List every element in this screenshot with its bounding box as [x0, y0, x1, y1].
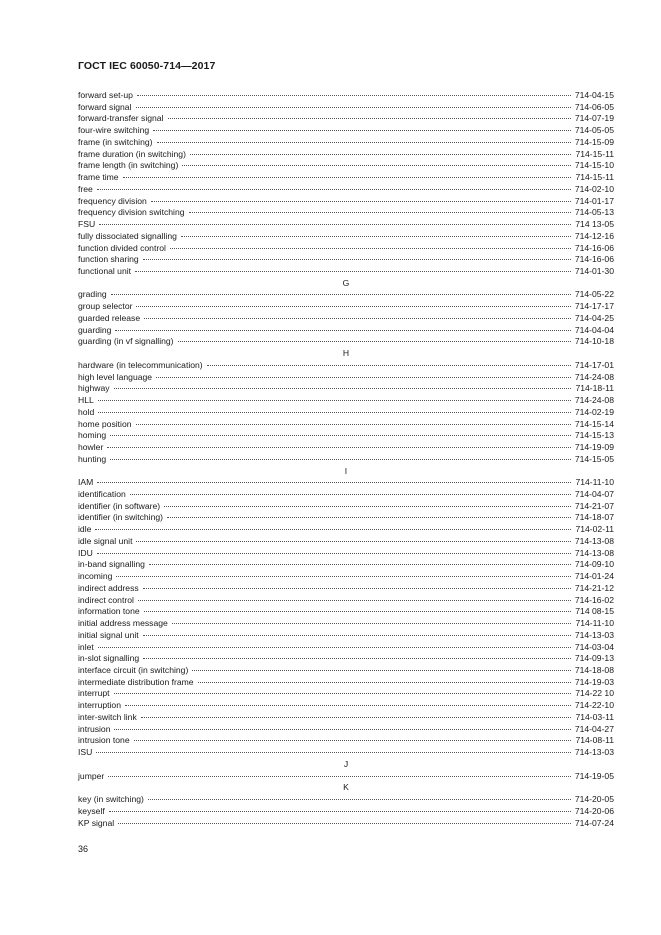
index-entry [78, 735, 614, 747]
entry-term: intrusion tone [78, 735, 130, 746]
index-entry [78, 618, 614, 630]
index-entry [78, 724, 614, 736]
dot-leader [109, 811, 571, 812]
entry-code: 714-05-13 [574, 207, 614, 218]
dot-leader [181, 236, 571, 237]
entry-term: indirect control [78, 594, 134, 605]
entry-term: frequency division [78, 195, 147, 206]
index-entry [78, 571, 614, 583]
dot-leader [151, 201, 571, 202]
entry-code: 714-13-03 [574, 747, 614, 758]
entry-term: identifier (in software) [78, 500, 161, 511]
entry-code: 714-15-10 [574, 160, 614, 171]
index-entry [78, 583, 614, 595]
entry-code: 714-09-13 [574, 653, 614, 664]
index-entry [78, 90, 614, 102]
dot-leader [99, 224, 571, 225]
entry-code: 714-21-12 [574, 582, 614, 593]
dot-leader [143, 259, 571, 260]
index-entry [78, 113, 614, 125]
entry-term: IDU [78, 547, 93, 558]
entry-term: frequency division switching [78, 207, 185, 218]
entry-code: 714-03-11 [575, 711, 614, 722]
entry-term: inlet [78, 641, 94, 652]
entry-code: 714-01-24 [574, 571, 614, 582]
entry-term: functional unit [78, 266, 132, 277]
dot-leader [190, 154, 572, 155]
index-entry [78, 700, 614, 712]
entry-code: 714-02-10 [574, 183, 614, 194]
index-entry [78, 442, 614, 454]
entry-code: 714-15-13 [574, 430, 614, 441]
entry-code: 714-19-05 [574, 770, 614, 781]
entry-code: 714-07-24 [574, 817, 614, 828]
entry-term: idle signal unit [78, 535, 133, 546]
index-entry [78, 794, 614, 806]
index-entry [78, 501, 614, 513]
dot-leader [149, 564, 571, 565]
index-entry [78, 806, 614, 818]
index-entry [78, 536, 614, 548]
index-entry [78, 419, 614, 431]
entry-term: intermediate distribution frame [78, 676, 194, 687]
entry-code: 714-15-05 [574, 453, 614, 464]
entry-code: 714-15-14 [574, 418, 614, 429]
index-entry [78, 548, 614, 560]
entry-code: 714-13-08 [574, 547, 614, 558]
entry-term: key (in switching) [78, 794, 144, 805]
dot-leader [192, 670, 570, 671]
dot-leader [107, 447, 570, 448]
page-header: ГОСТ IEC 60050-714—2017 [78, 60, 216, 72]
section-letter: J [343, 758, 349, 769]
dot-leader [156, 377, 571, 378]
index-entry [78, 207, 614, 219]
index-entry [78, 254, 614, 266]
entry-term: incoming [78, 571, 113, 582]
entry-code: 714-05-05 [574, 125, 614, 136]
entry-term: forward-transfer signal [78, 113, 164, 124]
dot-leader [136, 306, 570, 307]
index-entry [78, 606, 614, 618]
entry-term: home position [78, 418, 132, 429]
entry-term: guarded release [78, 312, 141, 323]
entry-code: 714-16-06 [574, 242, 614, 253]
entry-term: howler [78, 442, 104, 453]
entry-code: 714-01-17 [574, 195, 614, 206]
entry-code: 714-13-03 [574, 629, 614, 640]
dot-leader [114, 693, 572, 694]
index-entry [78, 360, 614, 372]
section-letter: G [342, 277, 350, 288]
index-entry [78, 771, 614, 783]
page-number: 36 [78, 844, 89, 854]
entry-term: group selector [78, 301, 133, 312]
entry-code: 714-16-02 [574, 594, 614, 605]
entry-term: interruption [78, 700, 121, 711]
dot-leader [110, 459, 571, 460]
entry-code: 714-13-08 [574, 535, 614, 546]
index-entry [78, 313, 614, 325]
entry-code: 714-04-04 [574, 324, 614, 335]
dot-leader [114, 388, 572, 389]
dot-leader [168, 118, 571, 119]
dot-leader [130, 494, 571, 495]
dot-leader [143, 658, 571, 659]
entry-term: frame length (in switching) [78, 160, 179, 171]
dot-leader [144, 318, 571, 319]
entry-term: fully dissociated signalling [78, 230, 177, 241]
dot-leader [138, 600, 571, 601]
index-entry [78, 219, 614, 231]
index-entry [78, 325, 614, 337]
entry-term: KP signal [78, 817, 115, 828]
entry-term: in-slot signalling [78, 653, 140, 664]
dot-leader [164, 506, 571, 507]
entry-code: 714-03-04 [574, 641, 614, 652]
entry-code: 714-04-25 [574, 312, 614, 323]
section-letter: K [343, 782, 349, 793]
entry-term: homing [78, 430, 107, 441]
index-entry [78, 818, 614, 830]
index-entry [78, 430, 614, 442]
index-entry [78, 454, 614, 466]
entry-code: 714-04-15 [574, 90, 614, 100]
entry-term: ISU [78, 747, 93, 758]
entry-term: highway [78, 383, 110, 394]
index-entry [78, 231, 614, 243]
index-entry [78, 688, 614, 700]
entry-code: 714-15-11 [575, 172, 614, 183]
index-entry [78, 372, 614, 384]
index-entry [78, 712, 614, 724]
dot-leader [96, 752, 570, 753]
section-letter: H [342, 348, 350, 359]
dot-leader [98, 400, 571, 401]
entry-term: forward signal [78, 101, 132, 112]
entry-code: 714-08-11 [575, 735, 614, 746]
index-entry [78, 149, 614, 161]
dot-leader [115, 330, 570, 331]
dot-leader [123, 177, 572, 178]
dot-leader [116, 576, 570, 577]
section-letter: I [344, 465, 348, 476]
entry-code: 714-09-10 [574, 559, 614, 570]
entry-term: interrupt [78, 688, 110, 699]
index-entry [78, 336, 614, 348]
dot-leader [143, 635, 571, 636]
dot-leader [136, 107, 571, 108]
dot-leader [108, 776, 571, 777]
dot-leader [111, 294, 571, 295]
index-entry [78, 395, 614, 407]
entry-term: hold [78, 406, 95, 417]
index-entry [78, 266, 614, 278]
dot-leader [157, 142, 571, 143]
entry-code: 714-17-17 [574, 301, 614, 312]
index-entry [78, 172, 614, 184]
entry-code: 714-18-11 [575, 383, 614, 394]
entry-term: IAM [78, 477, 94, 488]
index-entry [78, 184, 614, 196]
entry-code: 714-12-16 [574, 230, 614, 241]
dot-leader [95, 529, 571, 530]
entry-code: 714-19-03 [574, 676, 614, 687]
entry-code: 714-04-07 [574, 488, 614, 499]
entry-code: 714-20-05 [574, 794, 614, 805]
dot-leader [118, 823, 571, 824]
dot-leader [153, 130, 571, 131]
dot-leader [97, 553, 571, 554]
entry-term: high level language [78, 371, 153, 382]
entry-term: idle [78, 524, 92, 535]
dot-leader [172, 623, 572, 624]
index-entry [78, 559, 614, 571]
dot-leader [136, 541, 570, 542]
entry-term: free [78, 183, 93, 194]
entry-term: initial signal unit [78, 629, 139, 640]
dot-leader [144, 611, 572, 612]
entry-code: 714-15-11 [575, 148, 614, 159]
index-entry [78, 677, 614, 689]
entry-term: in-band signalling [78, 559, 145, 570]
index-entry [78, 125, 614, 137]
index-entry [78, 630, 614, 642]
entry-code: 714-10-18 [574, 336, 614, 347]
entry-code: 714-02-19 [574, 406, 614, 417]
entry-code: 714-16-06 [574, 254, 614, 265]
entry-code: 714-18-08 [574, 664, 614, 675]
entry-term: jumper [78, 770, 105, 781]
dot-leader [178, 341, 571, 342]
dot-leader [189, 212, 571, 213]
dot-leader [143, 588, 571, 589]
entry-code: 714-21-07 [574, 500, 614, 511]
entry-code: 714-19-09 [574, 442, 614, 453]
entry-code: 714-24-08 [574, 395, 614, 406]
entry-term: guarding [78, 324, 112, 335]
dot-leader [198, 682, 571, 683]
entry-term: information tone [78, 606, 140, 617]
dot-leader [136, 424, 571, 425]
entry-code: 714-06-05 [574, 101, 614, 112]
entry-term: hunting [78, 453, 107, 464]
entry-term: grading [78, 289, 107, 300]
index-entry [78, 665, 614, 677]
entry-code: 714-20-06 [574, 805, 614, 816]
entry-term: keyself [78, 805, 105, 816]
entry-code: 714-11-10 [575, 477, 614, 488]
entry-term: initial address message [78, 618, 168, 629]
dot-leader [207, 365, 571, 366]
entry-code: 714-07-19 [574, 113, 614, 124]
entry-term: HLL [78, 395, 94, 406]
dot-leader [167, 517, 571, 518]
index-entry [78, 524, 614, 536]
dot-leader [137, 95, 571, 96]
entry-code: 714 13-05 [575, 219, 614, 230]
entry-term: guarding (in vf signalling) [78, 336, 174, 347]
index-entry [78, 301, 614, 313]
entry-code: 714-22-10 [574, 700, 614, 711]
dot-leader [148, 799, 571, 800]
entry-term: identifier (in switching) [78, 512, 164, 523]
entry-term: function sharing [78, 254, 139, 265]
entry-code: 714-05-22 [574, 289, 614, 300]
entry-code: 714-17-01 [574, 359, 614, 370]
term-index [78, 90, 614, 829]
dot-leader [134, 740, 572, 741]
entry-code: 714-02-11 [575, 524, 614, 535]
dot-leader [135, 271, 571, 272]
entry-term: intrusion [78, 723, 111, 734]
entry-term: inter-switch link [78, 711, 137, 722]
entry-term: frame duration (in switching) [78, 148, 186, 159]
entry-term: frame time [78, 172, 119, 183]
entry-code: 714-18-07 [574, 512, 614, 523]
entry-code: 714-15-09 [574, 136, 614, 147]
index-entry [78, 160, 614, 172]
index-entry [78, 383, 614, 395]
index-entry [78, 595, 614, 607]
dot-leader [110, 435, 571, 436]
index-entry [78, 747, 614, 759]
index-entry [78, 489, 614, 501]
entry-term: forward set-up [78, 90, 133, 100]
dot-leader [141, 717, 572, 718]
entry-code: 714-04-27 [574, 723, 614, 734]
dot-leader [98, 412, 571, 413]
entry-code: 714 08-15 [575, 606, 614, 617]
index-entry [78, 289, 614, 301]
entry-term: FSU [78, 219, 96, 230]
index-entry [78, 653, 614, 665]
entry-code: 714-22 10 [575, 688, 614, 699]
index-entry [78, 196, 614, 208]
entry-term: interface circuit (in switching) [78, 664, 189, 675]
entry-code: 714-11-10 [575, 618, 614, 629]
dot-leader [98, 647, 571, 648]
index-entry [78, 137, 614, 149]
index-entry [78, 243, 614, 255]
entry-term: hardware (in telecommunication) [78, 359, 203, 370]
entry-code: 714-01-30 [574, 266, 614, 277]
entry-term: identification [78, 488, 126, 499]
entry-code: 714-24-08 [574, 371, 614, 382]
index-entry [78, 642, 614, 654]
index-entry [78, 407, 614, 419]
entry-term: four-wire switching [78, 125, 150, 136]
entry-term: function divided control [78, 242, 166, 253]
index-entry [78, 477, 614, 489]
dot-leader [182, 165, 571, 166]
dot-leader [97, 482, 571, 483]
index-entry [78, 512, 614, 524]
dot-leader [125, 705, 571, 706]
entry-term: indirect address [78, 582, 139, 593]
entry-term: frame (in switching) [78, 136, 153, 147]
index-entry [78, 102, 614, 114]
dot-leader [97, 189, 571, 190]
dot-leader [114, 729, 570, 730]
dot-leader [170, 248, 571, 249]
